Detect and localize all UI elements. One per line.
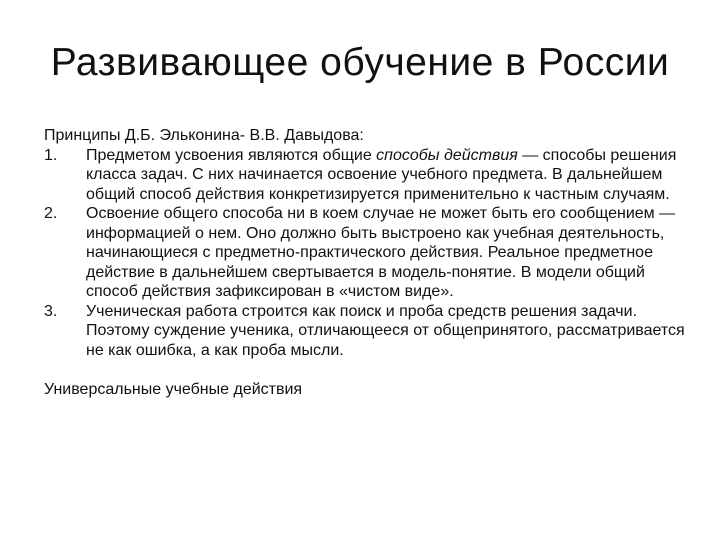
slide-content [44, 126, 694, 400]
item-number: 2. [44, 205, 58, 222]
universal-actions-text: Универсальные учебные действия [44, 381, 303, 398]
principles-intro: Принципы Д.Б. Эльконина- В.В. Давыдова: [44, 127, 364, 144]
item-number: 1. [44, 146, 58, 164]
slide-title: Развивающее обучение в России [50, 41, 670, 84]
item-text-emphasis: способы действия [376, 146, 518, 164]
item-text: Освоение общего способа ни в коем случае не может быть его сообщением — информацией о нем. Оно должно быть выстроено как учебная деятельность, начинающиеся с предметно-практического действия. Реальное предметное действие в дальнейшем свертывается в модель-понятие. В модели общий способ действия зафиксирован в «чистом виде». [86, 205, 676, 300]
item-text: Ученическая работа строится как поиск и проба средств решения задачи. Поэтому суждение ученика, отличающееся от общепринятого, рассматривается не как ошибка, а как проба мысли. [86, 302, 685, 359]
item-number: 3. [44, 302, 58, 320]
item-text [86, 146, 694, 205]
list-item [44, 146, 694, 205]
list-item [44, 204, 694, 302]
principles-list [44, 146, 694, 361]
item-text-end: — способы решения класса задач. С них начинается освоение учебного предмета. В дальнейшем общий способ действия конкретизируется применительно к частным случаям. [86, 146, 677, 203]
item-text-start: Предметом усвоения являются общие [86, 146, 377, 164]
list-item [44, 302, 694, 361]
